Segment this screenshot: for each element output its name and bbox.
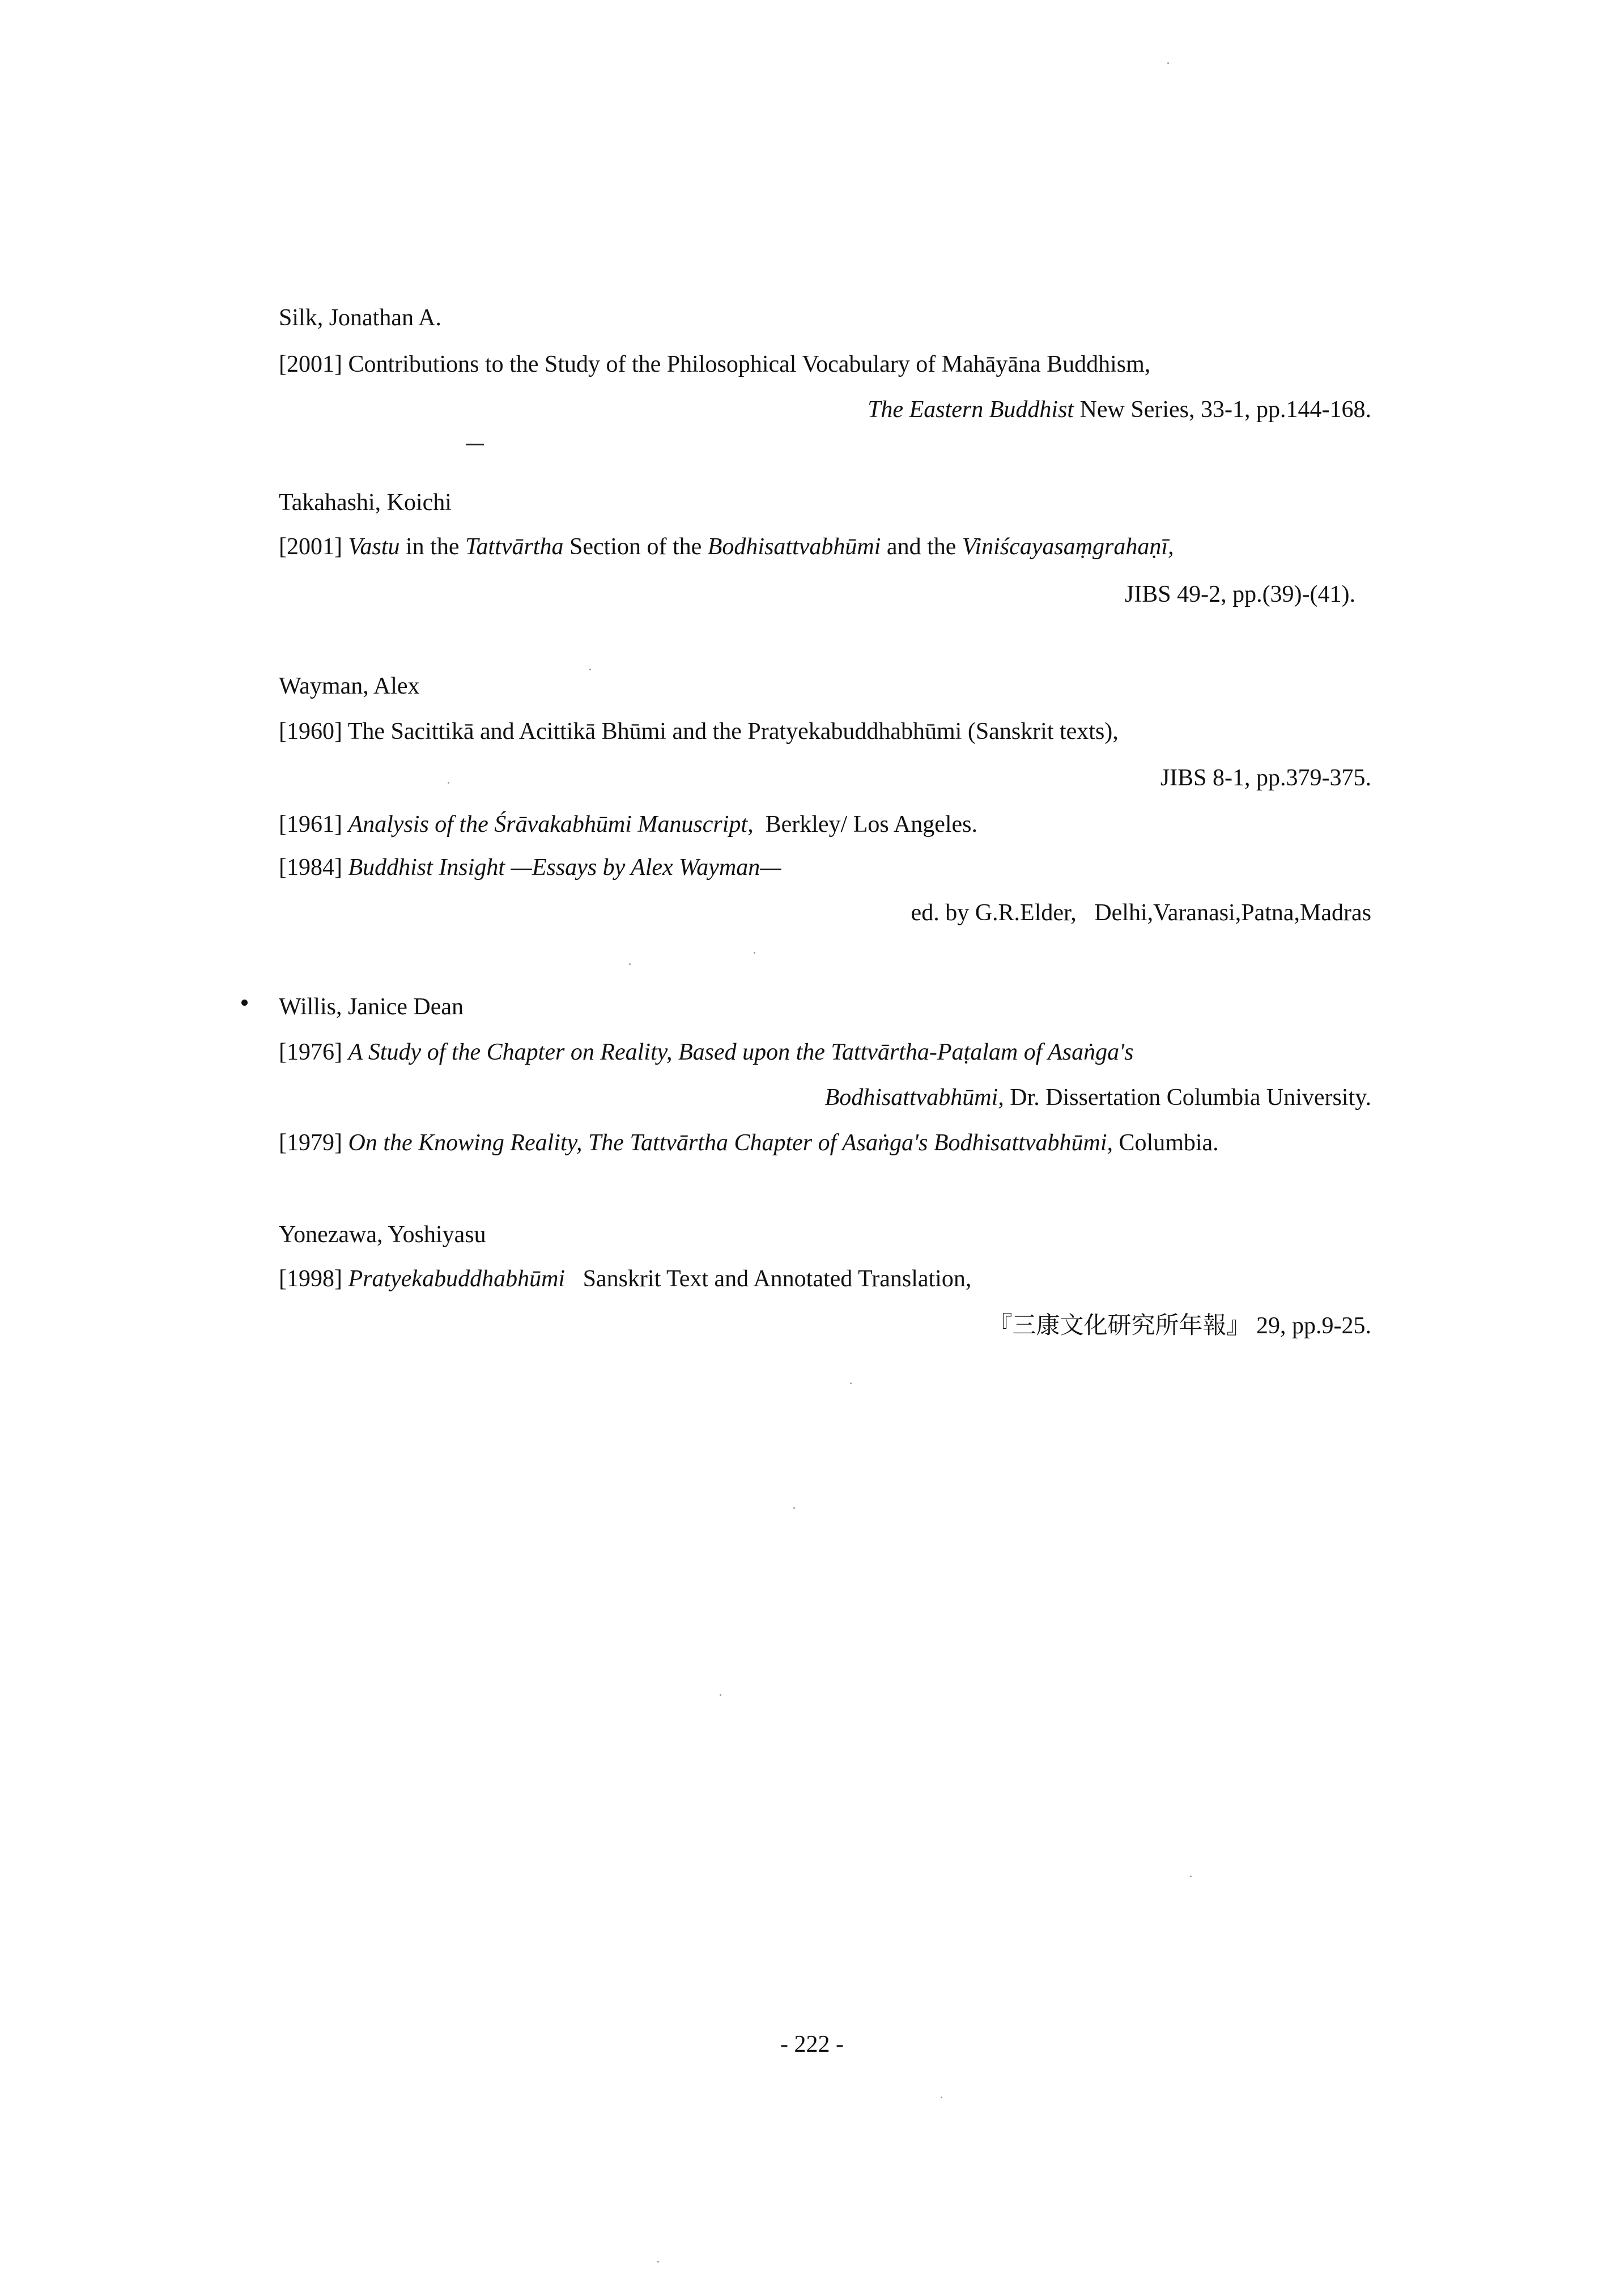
author-willis: Willis, Janice Dean — [279, 994, 464, 1020]
scan-speck — [589, 669, 591, 670]
scan-speck — [448, 782, 449, 784]
entry-title: Contributions to the Study of the Philosophical Vocabulary of Mahāyāna Buddhism, — [348, 351, 1151, 377]
author-yonezawa: Yonezawa, Yoshiyasu — [279, 1222, 486, 1248]
entry-year: [1960] — [279, 718, 342, 745]
entry-year: [1979] — [279, 1130, 342, 1156]
entry-wayman-1961 — [279, 813, 977, 836]
entry-title-part: in the — [406, 534, 460, 560]
entry-details: 29, pp.9-25. — [1256, 1313, 1371, 1339]
entry-title-part: Vastu — [348, 534, 400, 560]
entry-takahashi-2001-source: JIBS 49-2, pp.(39)-(41). — [1124, 581, 1355, 607]
entry-details: Columbia. — [1119, 1130, 1219, 1156]
entry-edition: ed. by G.R.Elder, — [911, 900, 1077, 926]
entry-wayman-1984-source — [911, 901, 1371, 925]
entry-year: [1976] — [279, 1039, 342, 1065]
entry-title-part: Section of the — [569, 534, 702, 560]
scan-speck — [1190, 1876, 1192, 1877]
entry-year: [1998] — [279, 1266, 342, 1292]
author-silk: Silk, Jonathan A. — [279, 305, 442, 331]
scan-speck — [793, 1507, 795, 1509]
scan-speck — [941, 2097, 942, 2098]
entry-wayman-1960 — [279, 720, 1119, 743]
entry-year: [2001] — [279, 534, 342, 560]
scan-speck — [657, 2261, 659, 2263]
entry-silk-2001 — [279, 352, 1150, 376]
entry-title: Pratyekabuddhabhūmi — [348, 1266, 566, 1292]
entry-publisher: Berkley/ Los Angeles. — [765, 811, 978, 837]
entry-takahashi-2001 — [279, 535, 1174, 559]
page-number: - 222 - — [780, 2031, 844, 2057]
entry-title-part: Bodhisattvabhūmi — [707, 534, 881, 560]
entry-title-part: and the — [886, 534, 956, 560]
entry-title: On the Knowing Reality, The Tattvārtha Chapter of Asaṅga's Bodhisattvabhūmi, — [348, 1130, 1113, 1156]
entry-title-part: Tattvārtha — [465, 534, 564, 560]
entry-year: [1984] — [279, 854, 342, 881]
entry-wayman-1960-source: JIBS 8-1, pp.379-375. — [1160, 765, 1371, 791]
entry-wayman-1984 — [279, 856, 781, 879]
entry-places: Delhi,Varanasi,Patna,Madras — [1094, 900, 1371, 926]
entry-title: Buddhist Insight —Essays by Alex Wayman— — [348, 854, 781, 881]
entry-details: New Series, 33-1, pp.144-168. — [1079, 397, 1371, 423]
margin-bullet-mark — [241, 1000, 248, 1006]
entry-silk-2001-source — [868, 398, 1371, 422]
journal-title: The Eastern Buddhist — [868, 397, 1074, 423]
entry-title-cont: Bodhisattvabhūmi, — [824, 1085, 1004, 1111]
journal-title: 『三康文化研究所年報』 — [988, 1311, 1251, 1339]
entry-yonezawa-1998-source — [988, 1313, 1371, 1338]
entry-yonezawa-1998 — [279, 1267, 971, 1291]
entry-willis-1979 — [279, 1131, 1219, 1155]
entry-willis-1976-source — [825, 1086, 1371, 1109]
entry-details: Dr. Dissertation Columbia University. — [1010, 1085, 1371, 1111]
entry-title-part: Viniścayasaṃgrahaṇī, — [962, 534, 1174, 560]
entry-title: The Sacittikā and Acittikā Bhūmi and the Pratyekabuddhabhūmi (Sanskrit texts), — [347, 718, 1119, 745]
entry-title: A Study of the Chapter on Reality, Based upon the Tattvārtha-Paṭalam of Asaṅga's — [348, 1039, 1134, 1065]
scan-speck — [720, 1694, 721, 1696]
entry-willis-1976 — [279, 1040, 1133, 1064]
scan-speck — [754, 952, 755, 954]
stray-dash-mark — [466, 444, 484, 445]
author-takahashi: Takahashi, Koichi — [279, 490, 452, 516]
scan-speck — [850, 1383, 852, 1384]
entry-year: [1961] — [279, 811, 342, 837]
author-wayman: Wayman, Alex — [279, 673, 420, 699]
scan-speck — [1167, 62, 1169, 64]
scan-speck — [629, 963, 631, 965]
entry-subtitle: Sanskrit Text and Annotated Translation, — [583, 1266, 972, 1292]
entry-year: [2001] — [279, 351, 342, 377]
entry-title: Analysis of the Śrāvakabhūmi Manuscript, — [348, 811, 754, 837]
